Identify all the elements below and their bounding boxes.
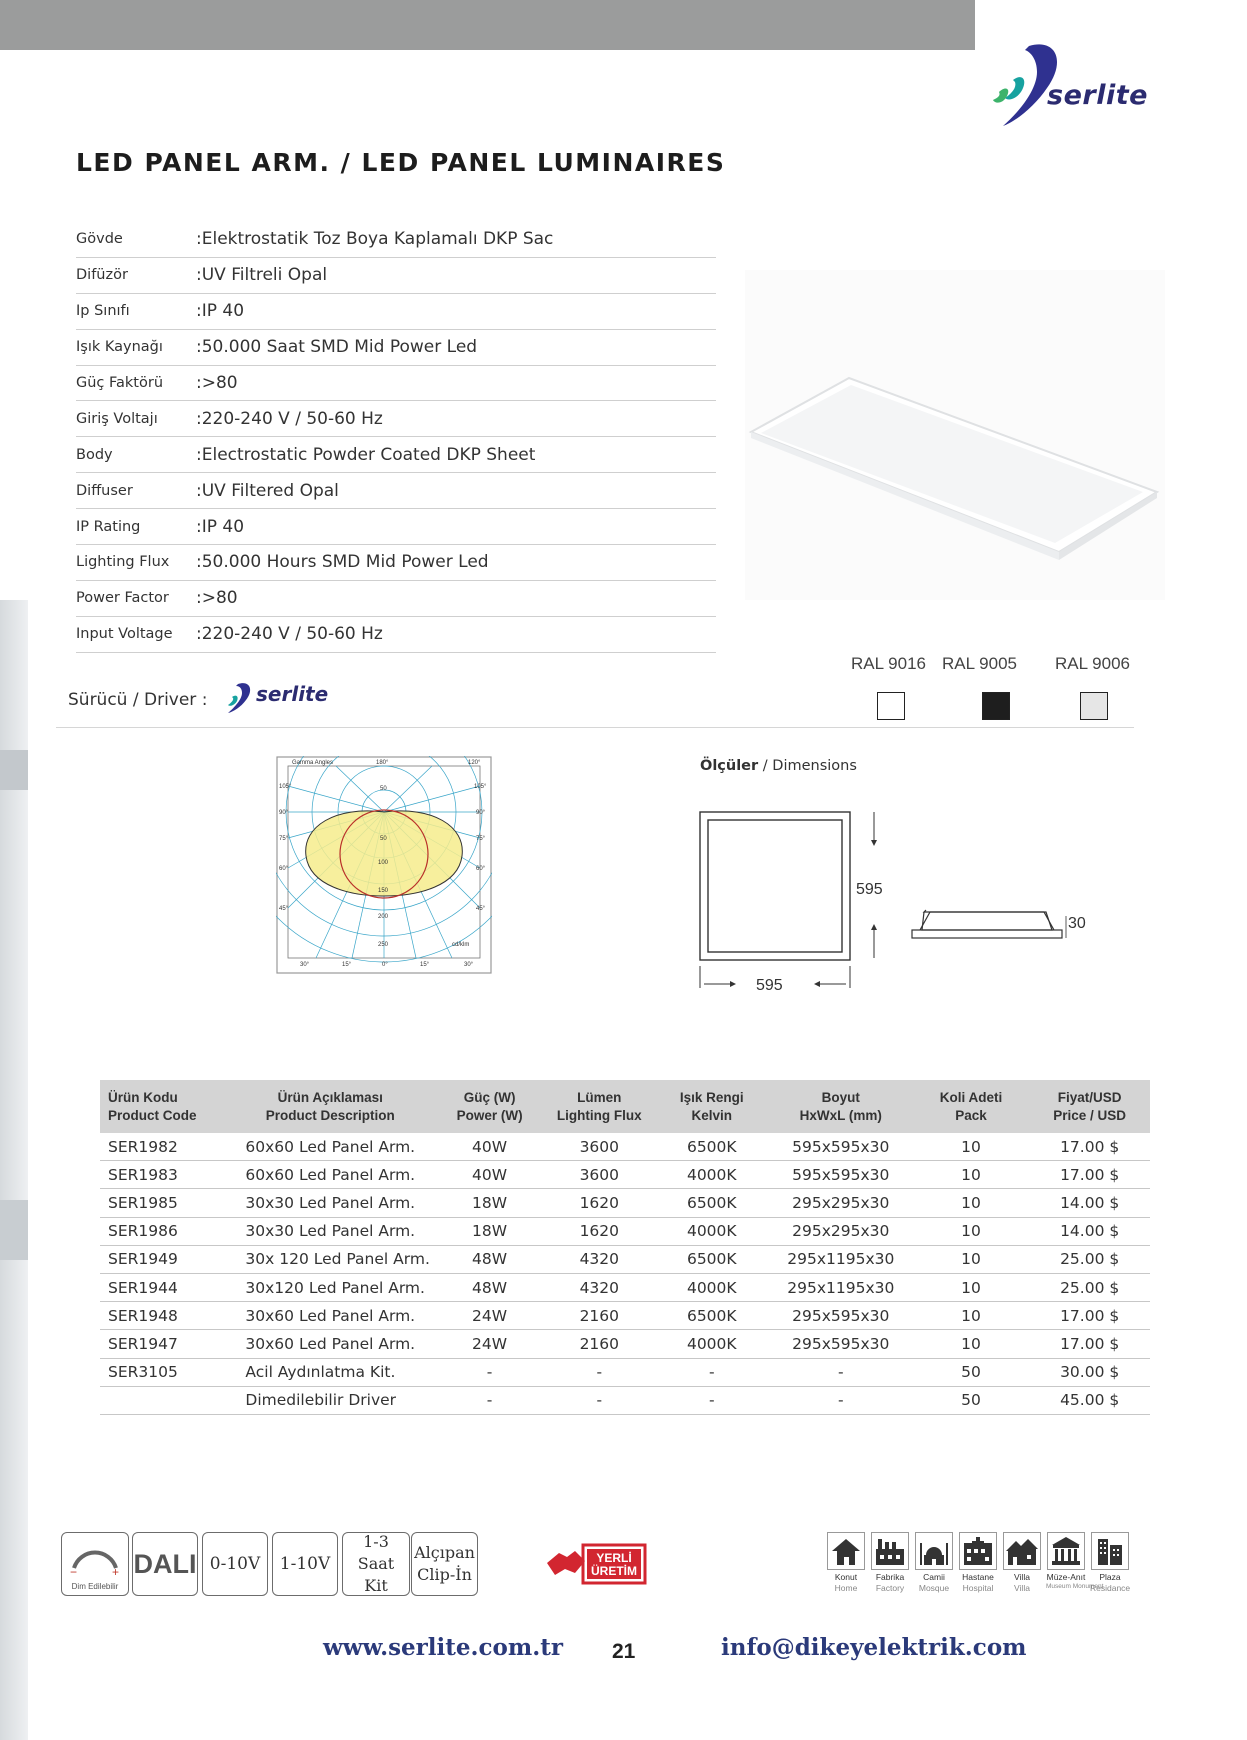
header-en: Price / USD — [1053, 1107, 1127, 1123]
application-label-en: Hospital — [962, 1583, 994, 1593]
spec-label: Işık Kaynağı — [76, 339, 163, 356]
polar-radius-label: 200 — [378, 914, 389, 920]
application-label-en: Factory — [875, 1583, 905, 1593]
polar-title: Gamma Angles — [292, 760, 334, 766]
polar-radius-label: 50 — [380, 786, 387, 792]
table-cell: 4000K — [655, 1330, 769, 1358]
table-cell: 1620 — [544, 1217, 655, 1245]
table-row — [100, 1161, 1150, 1189]
table-cell: SER1948 — [100, 1302, 225, 1330]
table-cell: 17.00 $ — [1029, 1302, 1150, 1330]
table-cell: 4320 — [544, 1245, 655, 1273]
yerli-line2: ÜRETİM — [591, 1564, 637, 1578]
table-cell: 45.00 $ — [1029, 1386, 1150, 1414]
table-cell: - — [655, 1386, 769, 1414]
header-tr: Ürün Kodu — [108, 1089, 178, 1105]
header-tr: Güç (W) — [463, 1089, 516, 1105]
table-cell: Acil Aydınlatma Kit. — [225, 1358, 435, 1386]
ral-label: RAL 9005 — [942, 654, 1017, 673]
polar-angle-label: 60° — [476, 866, 486, 872]
spec-label: Difüzör — [76, 267, 128, 284]
header-tr: Boyut — [821, 1089, 860, 1105]
spec-value: :Elektrostatik Toz Boya Kaplamalı DKP Sac — [196, 229, 554, 250]
table-cell: 60x60 Led Panel Arm. — [225, 1161, 435, 1189]
polar-angle-label: 90° — [476, 810, 486, 816]
spec-row — [76, 581, 716, 617]
ral-9016-swatch — [877, 692, 905, 720]
brand-logo — [985, 40, 1155, 130]
table-cell: 10 — [913, 1302, 1030, 1330]
column-header — [1029, 1080, 1150, 1133]
spec-label: Lighting Flux — [76, 554, 170, 571]
table-cell: 10 — [913, 1273, 1030, 1301]
spec-value: :Electrostatic Powder Coated DKP Sheet — [196, 444, 536, 465]
table-cell: 10 — [913, 1161, 1030, 1189]
ral-label: RAL 9006 — [1055, 654, 1130, 673]
driver-logo-text: serlite — [256, 682, 329, 706]
clip-line1: Alçıpan — [414, 1543, 475, 1562]
table-cell: 24W — [435, 1302, 544, 1330]
application-item — [1090, 1532, 1130, 1593]
clip-in-badge — [411, 1532, 478, 1596]
polar-angle-label: 120° — [468, 760, 481, 766]
header-en: Pack — [955, 1107, 987, 1123]
brand-logo-text: serlite — [1047, 80, 1148, 111]
table-cell: 295x1195x30 — [769, 1273, 913, 1301]
spec-row — [76, 401, 716, 437]
table-cell: 17.00 $ — [1029, 1330, 1150, 1358]
table-cell: 10 — [913, 1189, 1030, 1217]
header-en: HxWxL (mm) — [799, 1107, 882, 1123]
driver-logo — [222, 680, 352, 716]
header-en: Kelvin — [691, 1107, 733, 1123]
polar-radius-label: 150 — [378, 888, 389, 894]
email-link[interactable]: info@dikeyelektrik.com — [721, 1634, 1027, 1661]
header-tr: Lümen — [577, 1089, 622, 1105]
table-cell: 24W — [435, 1330, 544, 1358]
table-header-row — [100, 1080, 1150, 1133]
website-link[interactable]: www.serlite.com.tr — [323, 1634, 563, 1661]
spec-value: :50.000 Hours SMD Mid Power Led — [196, 552, 489, 573]
1-10v-badge: 1-10V — [272, 1532, 338, 1596]
table-cell: 40W — [435, 1133, 544, 1161]
header-en: Product Description — [265, 1107, 395, 1123]
polar-angle-label: 30° — [300, 962, 310, 968]
table-cell: 6500K — [655, 1133, 769, 1161]
polar-angle-label: 75° — [279, 836, 289, 842]
dimension-width: 595 — [756, 977, 783, 994]
column-header — [913, 1080, 1030, 1133]
header-tr: Fiyat/USD — [1057, 1089, 1122, 1105]
table-cell: 3600 — [544, 1133, 655, 1161]
polar-angle-label: 30° — [464, 962, 474, 968]
ral-9005-swatch — [982, 692, 1010, 720]
villa-icon — [1004, 1533, 1040, 1569]
spec-list — [76, 222, 716, 653]
table-cell: 18W — [435, 1189, 544, 1217]
application-label: Konut — [834, 1572, 858, 1582]
column-header — [435, 1080, 544, 1133]
table-cell: 18W — [435, 1217, 544, 1245]
page-title: LED PANEL ARM. / LED PANEL LUMINAIRES — [76, 148, 726, 177]
polar-angle-label: 60° — [279, 866, 289, 872]
handshake-icon — [547, 1551, 585, 1575]
application-item — [1002, 1532, 1042, 1593]
table-cell: 4000K — [655, 1217, 769, 1245]
spec-value: :>80 — [196, 588, 238, 609]
spec-value: :50.000 Saat SMD Mid Power Led — [196, 337, 478, 358]
polar-angle-label: 45° — [476, 906, 486, 912]
page-number: 21 — [612, 1640, 636, 1663]
table-row — [100, 1245, 1150, 1273]
museum-icon — [1048, 1533, 1084, 1569]
0-10v-badge: 0-10V — [202, 1532, 268, 1596]
polar-angle-label: 0° — [382, 962, 388, 968]
application-label-en: Residance — [1090, 1583, 1131, 1593]
spec-label: Giriş Voltajı — [76, 410, 158, 427]
table-row — [100, 1189, 1150, 1217]
table-cell: SER1947 — [100, 1330, 225, 1358]
table-cell: SER1944 — [100, 1273, 225, 1301]
table-cell: SER1985 — [100, 1189, 225, 1217]
application-item — [958, 1532, 998, 1593]
table-cell: 10 — [913, 1245, 1030, 1273]
application-label: Villa — [1014, 1572, 1030, 1582]
driver-label: Sürücü / Driver : — [68, 690, 208, 710]
application-label-en: Home — [834, 1583, 858, 1593]
application-icons — [826, 1532, 1136, 1602]
table-cell: 14.00 $ — [1029, 1217, 1150, 1245]
dimension-depth: 30 — [1068, 915, 1086, 932]
polar-radius-label: 250 — [378, 942, 389, 948]
table-cell: 10 — [913, 1217, 1030, 1245]
table-cell: Dimedilebilir Driver — [225, 1386, 435, 1414]
application-item — [870, 1532, 910, 1593]
table-cell: 6500K — [655, 1245, 769, 1273]
table-cell: 6500K — [655, 1302, 769, 1330]
table-cell: 1620 — [544, 1189, 655, 1217]
table-cell: - — [655, 1358, 769, 1386]
application-label: Müze-Anıt — [1046, 1572, 1086, 1582]
spec-label: Power Factor — [76, 590, 169, 607]
divider — [56, 727, 1134, 728]
spec-value: :UV Filtered Opal — [196, 480, 339, 501]
polar-radius-label: 50 — [380, 836, 387, 842]
spec-value: :UV Filtreli Opal — [196, 265, 328, 286]
spec-label: Input Voltage — [76, 626, 173, 643]
spec-value: :220-240 V / 50-60 Hz — [196, 408, 383, 429]
spec-label: Diffuser — [76, 482, 133, 499]
table-cell: 4000K — [655, 1273, 769, 1301]
table-cell: 3600 — [544, 1161, 655, 1189]
hospital-icon — [960, 1533, 996, 1569]
application-item — [914, 1532, 954, 1593]
polar-angle-label: 105° — [279, 784, 292, 790]
table-cell: 30x30 Led Panel Arm. — [225, 1217, 435, 1245]
table-cell: SER1982 — [100, 1133, 225, 1161]
header-en: Product Code — [108, 1107, 197, 1123]
application-label: Fabrika — [875, 1572, 905, 1582]
spec-value: :>80 — [196, 373, 238, 393]
dimensions-title — [700, 758, 857, 774]
table-cell: 50 — [913, 1386, 1030, 1414]
table-cell: 595x595x30 — [769, 1133, 913, 1161]
column-header — [100, 1080, 225, 1133]
table-cell: 6500K — [655, 1189, 769, 1217]
table-cell: 25.00 $ — [1029, 1273, 1150, 1301]
column-header — [655, 1080, 769, 1133]
table-cell: SER3105 — [100, 1358, 225, 1386]
dimensions-title-bold: Ölçüler — [700, 758, 759, 774]
left-photo-strip — [0, 600, 28, 1740]
spec-row — [76, 366, 716, 402]
yerli-line1: YERLİ — [596, 1551, 632, 1565]
plaza-icon — [1092, 1533, 1128, 1569]
kit-line2: Kit — [364, 1576, 388, 1595]
table-cell: 50 — [913, 1358, 1030, 1386]
table-cell: 30x60 Led Panel Arm. — [225, 1330, 435, 1358]
application-item — [826, 1532, 866, 1593]
factory-icon — [872, 1533, 908, 1569]
table-cell: 48W — [435, 1245, 544, 1273]
table-cell: 4000K — [655, 1161, 769, 1189]
table-cell: SER1986 — [100, 1217, 225, 1245]
spec-label: Ip Sınıfı — [76, 303, 130, 320]
header-en: Power (W) — [456, 1107, 523, 1123]
spec-row — [76, 437, 716, 473]
clip-line2: Clip-İn — [417, 1565, 472, 1584]
spec-value: :220-240 V / 50-60 Hz — [196, 624, 383, 645]
table-cell — [100, 1386, 225, 1414]
spec-label: Güç Faktörü — [76, 375, 164, 391]
house-icon — [828, 1533, 864, 1569]
yerli-uretim-badge — [545, 1543, 647, 1585]
table-row — [100, 1358, 1150, 1386]
table-cell: 17.00 $ — [1029, 1161, 1150, 1189]
table-cell: 40W — [435, 1161, 544, 1189]
dimension-height: 595 — [856, 881, 883, 898]
table-row — [100, 1302, 1150, 1330]
spec-row — [76, 330, 716, 366]
column-header — [225, 1080, 435, 1133]
emergency-kit-badge — [342, 1532, 410, 1596]
kit-line1: 1-3 Saat — [357, 1532, 395, 1573]
table-row — [100, 1330, 1150, 1358]
table-cell: - — [544, 1386, 655, 1414]
table-cell: 295x1195x30 — [769, 1245, 913, 1273]
table-cell: 295x595x30 — [769, 1330, 913, 1358]
column-header — [544, 1080, 655, 1133]
spec-row — [76, 545, 716, 581]
table-row — [100, 1273, 1150, 1301]
header-en: Lighting Flux — [556, 1107, 642, 1123]
top-gray-band — [0, 0, 975, 50]
dimmable-label: Dim Edilebilir — [71, 1582, 119, 1591]
header-tr: Işık Rengi — [679, 1089, 744, 1105]
application-label-en: Mosque — [918, 1583, 950, 1593]
dimmable-icon — [64, 1536, 126, 1592]
spec-label: Gövde — [76, 231, 123, 248]
led-panel-photo — [745, 270, 1165, 600]
table-cell: 30.00 $ — [1029, 1358, 1150, 1386]
polar-radius-label: 100 — [378, 860, 389, 866]
ral-label: RAL 9016 — [851, 654, 926, 673]
mosque-icon — [916, 1533, 952, 1569]
spec-row — [76, 258, 716, 294]
table-cell: 48W — [435, 1273, 544, 1301]
ral-9006-swatch — [1080, 692, 1108, 720]
table-cell: 14.00 $ — [1029, 1189, 1150, 1217]
table-cell: 2160 — [544, 1302, 655, 1330]
polar-unit: cd/klm — [452, 942, 470, 948]
table-cell: 295x595x30 — [769, 1302, 913, 1330]
polar-angle-label: 180° — [376, 760, 389, 766]
spec-row — [76, 473, 716, 509]
application-label: Hastane — [962, 1572, 994, 1582]
application-label-en: Villa — [1014, 1583, 1030, 1593]
table-cell: 2160 — [544, 1330, 655, 1358]
table-cell: 30x30 Led Panel Arm. — [225, 1189, 435, 1217]
application-label: Plaza — [1099, 1572, 1121, 1582]
table-cell: - — [769, 1386, 913, 1414]
table-cell: SER1983 — [100, 1161, 225, 1189]
spec-value: :IP 40 — [196, 516, 245, 537]
spec-row — [76, 222, 716, 258]
polar-angle-label: 15° — [342, 962, 352, 968]
table-cell: - — [769, 1358, 913, 1386]
table-row — [100, 1133, 1150, 1161]
table-cell: 30x120 Led Panel Arm. — [225, 1273, 435, 1301]
spec-row — [76, 509, 716, 545]
table-row — [100, 1217, 1150, 1245]
polar-angle-label: 45° — [279, 906, 289, 912]
polar-angle-label: 15° — [420, 962, 430, 968]
header-tr: Ürün Açıklaması — [277, 1089, 383, 1105]
polar-light-distribution-chart — [276, 756, 492, 974]
dimension-drawing — [690, 800, 1090, 1000]
table-cell: 30x60 Led Panel Arm. — [225, 1302, 435, 1330]
spec-row — [76, 617, 716, 653]
dimensions-title-rest: / Dimensions — [758, 758, 857, 774]
spec-value: :IP 40 — [196, 301, 245, 322]
table-cell: 295x295x30 — [769, 1189, 913, 1217]
table-cell: - — [435, 1386, 544, 1414]
table-cell: - — [544, 1358, 655, 1386]
column-header — [769, 1080, 913, 1133]
serlite-swoosh-icon — [222, 680, 258, 716]
table-cell: - — [435, 1358, 544, 1386]
table-cell: 25.00 $ — [1029, 1245, 1150, 1273]
svg-text:−: − — [70, 1565, 78, 1579]
product-table — [100, 1080, 1150, 1415]
application-item — [1046, 1532, 1104, 1590]
table-cell: 60x60 Led Panel Arm. — [225, 1133, 435, 1161]
polar-angle-label: 90° — [279, 810, 289, 816]
polar-angle-label: 105° — [474, 784, 487, 790]
spec-row — [76, 294, 716, 330]
table-cell: 10 — [913, 1330, 1030, 1358]
table-cell: 17.00 $ — [1029, 1133, 1150, 1161]
svg-text:+: + — [112, 1565, 120, 1579]
application-label: Camii — [923, 1572, 945, 1582]
header-tr: Koli Adeti — [939, 1089, 1003, 1105]
table-row — [100, 1386, 1150, 1414]
table-cell: SER1949 — [100, 1245, 225, 1273]
table-cell: 595x595x30 — [769, 1161, 913, 1189]
polar-angle-label: 75° — [476, 836, 486, 842]
dali-badge: DALI — [132, 1532, 198, 1596]
table-cell: 4320 — [544, 1273, 655, 1301]
table-cell: 30x 120 Led Panel Arm. — [225, 1245, 435, 1273]
dimmable-badge — [61, 1532, 129, 1596]
table-cell: 10 — [913, 1133, 1030, 1161]
product-table-body — [100, 1133, 1150, 1414]
table-cell: 295x295x30 — [769, 1217, 913, 1245]
spec-label: IP Rating — [76, 518, 141, 535]
application-label-en: Museum Monument — [1046, 1583, 1104, 1590]
spec-label: Body — [76, 446, 113, 463]
